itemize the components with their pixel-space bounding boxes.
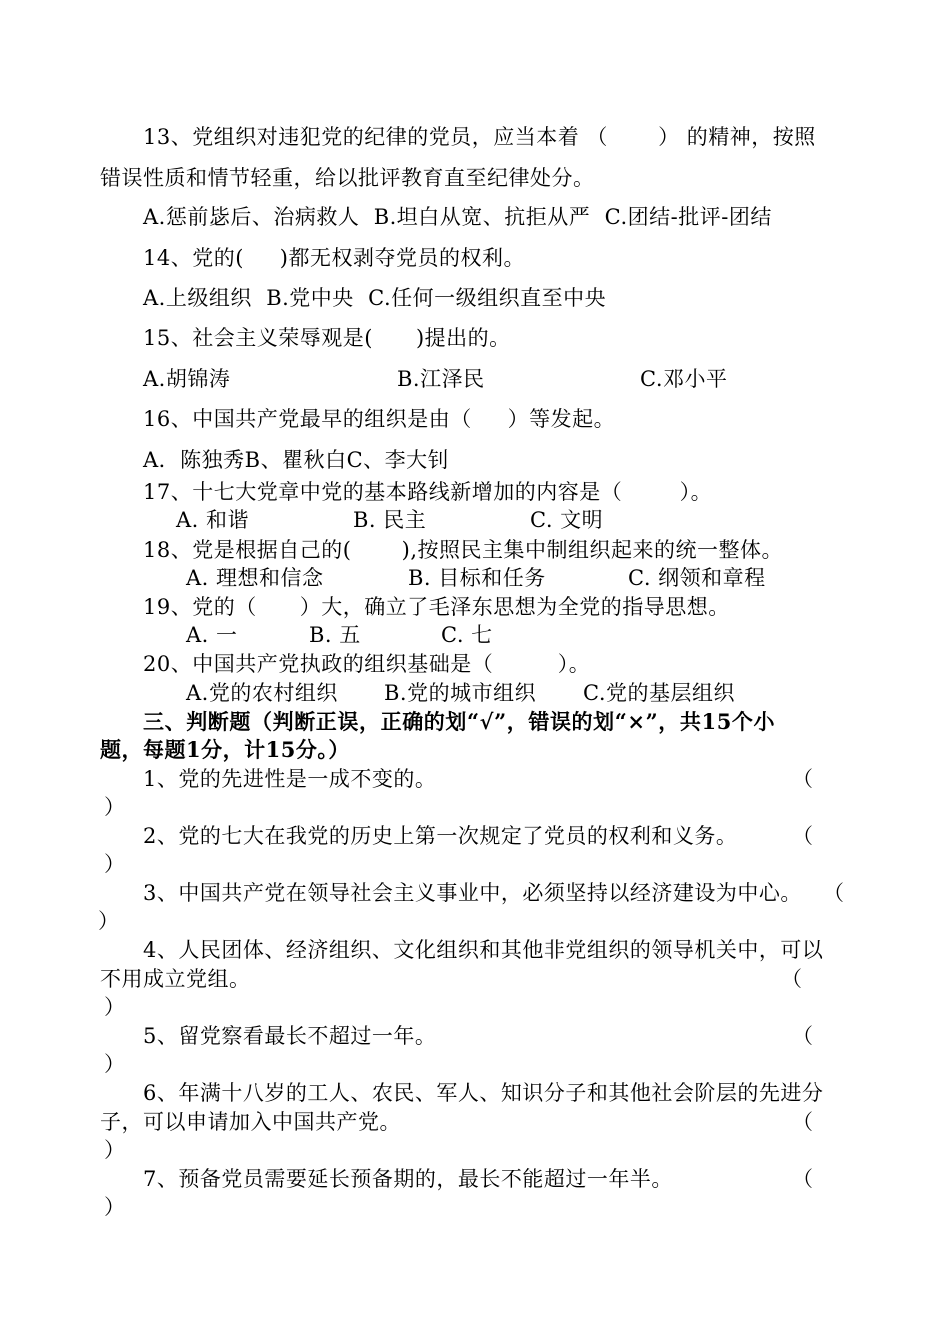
judge-2: 2、党的七大在我党的历史上第一次规定了党员的权利和义务。 [143, 824, 738, 848]
judge-6-close-paren: ） [104, 1138, 125, 1162]
question-16: 16、中国共产党最早的组织是由（ ）等发起。 [143, 407, 616, 431]
question-20-option-b: B.党的城市组织 [384, 681, 537, 705]
question-19-option-b: B. 五 [309, 623, 361, 647]
judge-4: 4、人民团体、经济组织、文化组织和其他非党组织的领导机关中，可以 [143, 938, 824, 962]
judge-7: 7、预备党员需要延长预备期的，最长不能超过一年半。 [143, 1167, 673, 1191]
question-18-option-a: A. 理想和信念 [186, 566, 324, 590]
question-17: 17、十七大党章中党的基本路线新增加的内容是（ ）。 [143, 480, 713, 504]
judge-3-open-paren: （ [823, 881, 844, 905]
judge-5: 5、留党察看最长不超过一年。 [143, 1024, 437, 1048]
judge-1-open-paren: （ [792, 767, 813, 791]
question-17-option-a: A. 和谐 [176, 508, 250, 532]
judge-5-close-paren: ） [104, 1052, 125, 1076]
judge-1-close-paren: ） [104, 795, 125, 819]
question-19: 19、党的（ ）大，确立了毛泽东思想为全党的指导思想。 [143, 595, 730, 619]
question-18: 18、党是根据自己的( ),按照民主集中制组织起来的统一整体。 [143, 538, 784, 562]
question-20: 20、中国共产党执政的组织基础是（ ）。 [143, 652, 591, 676]
judge-2-open-paren: （ [792, 824, 813, 848]
judge-7-close-paren: ） [104, 1195, 125, 1219]
question-17-option-b: B. 民主 [353, 508, 427, 532]
judge-6-cont: 子，可以申请加入中国共产党。 [100, 1110, 401, 1134]
judge-4-open-paren: （ [781, 967, 802, 991]
question-15-option-b: B.江泽民 [397, 367, 485, 391]
question-18-option-c: C. 纲领和章程 [628, 566, 766, 590]
question-19-option-c: C. 七 [441, 623, 493, 647]
section-3-heading-cont: 题，每题1分，计15分。） [100, 737, 350, 762]
question-14-options: A.上级组织 B.党中央 C.任何一级组织直至中央 [143, 286, 607, 310]
question-13: 13、党组织对违犯党的纪律的党员，应当本着 （ ） 的精神，按照 [143, 125, 816, 149]
question-15-option-c: C.邓小平 [640, 367, 728, 391]
question-18-option-b: B. 目标和任务 [408, 566, 546, 590]
judge-4-cont: 不用成立党组。 [100, 967, 251, 991]
question-16-options: A．陈独秀B、瞿秋白C、李大钊 [143, 448, 450, 472]
question-19-option-a: A. 一 [186, 623, 238, 647]
judge-3-close-paren: ） [98, 909, 119, 933]
question-15-option-a: A.胡锦涛 [143, 367, 231, 391]
question-14: 14、党的( )都无权剥夺党员的权利。 [143, 246, 525, 270]
question-13-options: A.惩前毖后、治病救人 B.坦白从宽、抗拒从严 C.团结-批评-团结 [143, 205, 772, 229]
question-15: 15、社会主义荣辱观是( )提出的。 [143, 326, 511, 350]
judge-4-close-paren: ） [104, 995, 125, 1019]
question-17-option-c: C. 文明 [530, 508, 604, 532]
judge-6-open-paren: （ [792, 1110, 813, 1134]
judge-5-open-paren: （ [792, 1024, 813, 1048]
judge-2-close-paren: ） [104, 852, 125, 876]
question-20-option-c: C.党的基层组织 [583, 681, 735, 705]
question-20-option-a: A.党的农村组织 [186, 681, 338, 705]
question-13-cont: 错误性质和情节轻重，给以批评教育直至纪律处分。 [100, 166, 595, 190]
section-3-heading: 三、判断题（判断正误，正确的划“√”，错误的划“×”，共15个小 [143, 709, 776, 734]
judge-1: 1、党的先进性是一成不变的。 [143, 767, 437, 791]
judge-3: 3、中国共产党在领导社会主义事业中，必须坚持以经济建设为中心。 [143, 881, 802, 905]
judge-6: 6、年满十八岁的工人、农民、军人、知识分子和其他社会阶层的先进分 [143, 1081, 824, 1105]
judge-7-open-paren: （ [792, 1167, 813, 1191]
